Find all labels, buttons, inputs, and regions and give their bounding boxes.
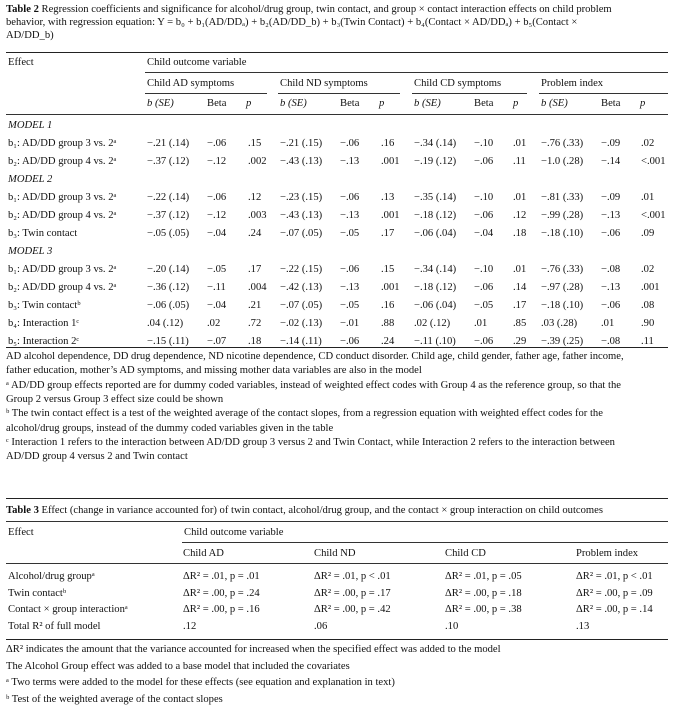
table2-row-effect: b₂: AD/DD group 4 vs. 2ᵃ xyxy=(8,282,117,293)
table2-cell: .003 xyxy=(248,210,267,221)
table2-cell: −.04 xyxy=(207,228,227,239)
table3-column-header: Child AD xyxy=(183,548,224,559)
table3-row-effect: Total R² of full model xyxy=(8,620,101,632)
table2-cell: −.34 (.14) xyxy=(414,264,457,275)
table2-group-header: Child CD symptoms xyxy=(414,78,502,89)
table2-group-header: Child AD symptoms xyxy=(147,78,235,89)
table2-cell: −.09 xyxy=(601,192,621,203)
table3-column-header: Problem index xyxy=(576,548,639,559)
table2-cell: −.13 xyxy=(601,282,621,293)
table2-cell: −.05 xyxy=(207,264,227,275)
table3-row-effect: Twin contactᵇ xyxy=(8,587,67,599)
table2-row-effect: b₁: AD/DD group 3 vs. 2ᵃ xyxy=(8,138,117,149)
table2-cell: −.06 xyxy=(474,210,494,221)
table2-cell: −.04 xyxy=(474,228,494,239)
table3-cell: ΔR² = .01, p = .05 xyxy=(445,571,522,582)
table2-cell: −.18 (.10) xyxy=(541,228,584,239)
table2-row-effect: b₂: AD/DD group 4 vs. 2ᵃ xyxy=(8,156,117,167)
table2-cell: −.11 (.10) xyxy=(414,336,456,347)
table2-cell: .11 xyxy=(513,156,526,167)
table2-cell: −.35 (.14) xyxy=(414,192,457,203)
table2-cell: .18 xyxy=(513,228,527,239)
table2-cell: −.05 xyxy=(474,300,494,311)
table3-note: ᵇ Test of the weighted average of the contact slopes xyxy=(6,693,223,705)
table3-cell: ΔR² = .00, p = .42 xyxy=(314,604,391,615)
table2-cell: .01 xyxy=(513,192,527,203)
table2-group-header: Child ND symptoms xyxy=(280,78,368,89)
table2-note: AD alcohol dependence, DD drug dependence, ND nicotine dependence, CD conduct disorder. Child age, child gender, father age, father income, xyxy=(6,351,624,362)
table3-cell: ΔR² = .01, p < .01 xyxy=(576,571,653,582)
table2-model-label: MODEL 2 xyxy=(8,174,53,185)
table2-cell: −.76 (.33) xyxy=(541,264,584,275)
table2-cell: −.81 (.33) xyxy=(541,192,584,203)
table2-cell: −.12 xyxy=(207,210,227,221)
table2-subheader: p xyxy=(246,98,252,109)
table2-cell: .01 xyxy=(641,192,655,203)
table2-group-header: Problem index xyxy=(541,78,604,89)
table3-note: ᵃ Two terms were added to the model for these effects (see equation and explanation in text) xyxy=(6,677,395,688)
table2-cell: −.37 (.12) xyxy=(147,156,190,167)
table2-subheader: p xyxy=(513,98,519,109)
table2-cell: .29 xyxy=(513,336,527,347)
table2-subheader: p xyxy=(640,98,646,109)
table2-cell: −.06 xyxy=(207,192,227,203)
table2-note: ᵃ AD/DD group effects reported are for dummy coded variables, instead of weighted effect codes with Group 4 as the reference group, so that the xyxy=(6,379,621,391)
table2-group-rule xyxy=(539,93,668,94)
table2-caption-line2: behavior, with regression equation: Y = b₀ + b₁(AD/DDₐ) + b₂(AD/DD_b) + b₃(Twin Contact) + b₄(Contact × AD/DDₐ) + b₅(Contact × xyxy=(6,17,578,28)
table2-caption xyxy=(6,3,668,42)
table3-column-header: Child ND xyxy=(314,548,356,559)
table2-cell: .03 (.28) xyxy=(541,318,578,329)
table3-header-rule xyxy=(6,521,668,522)
table3-row-effect: Alcohol/drug groupᵃ xyxy=(8,571,95,582)
table2-group-rule xyxy=(278,93,400,94)
table3-cell: .10 xyxy=(445,620,459,632)
table2-cell: −.43 (.13) xyxy=(280,156,323,167)
table2-subheader: p xyxy=(379,98,385,109)
table2-cell: −.13 xyxy=(340,282,360,293)
table3-cell: ΔR² = .01, p < .01 xyxy=(314,571,391,582)
table2-cell: −.07 xyxy=(207,336,227,347)
table2-cell: −.07 (.05) xyxy=(280,228,323,239)
table2-cell: −.18 (.12) xyxy=(414,210,457,221)
table2-cell: .24 xyxy=(248,228,262,239)
table2-model-label: MODEL 3 xyxy=(8,246,53,257)
table2-cell: −.07 (.05) xyxy=(280,300,323,311)
table2-cell: −.05 (.05) xyxy=(147,228,190,239)
table2-cell: −.18 (.12) xyxy=(414,282,457,293)
table2-cell: −.18 (.10) xyxy=(541,300,584,311)
table2-cell: .01 xyxy=(601,318,615,329)
table2-row-effect: b₅: Interaction 2ᶜ xyxy=(8,336,80,347)
table2-row-effect: b₃: Twin contactᵇ xyxy=(8,300,81,311)
table2-cell: −.08 xyxy=(601,264,621,275)
table2-row-effect: b₁: AD/DD group 3 vs. 2ᵃ xyxy=(8,192,117,203)
table2-cell: −.06 xyxy=(340,336,360,347)
table2-cell: −.06 xyxy=(474,336,494,347)
table3-outcome-rule xyxy=(182,542,668,543)
table2-cell: .16 xyxy=(381,300,395,311)
table2-cell: −.06 (.04) xyxy=(414,228,457,239)
table2-cell: −.02 (.13) xyxy=(280,318,323,329)
table2-subheader: Beta xyxy=(207,98,227,109)
table2-subheader: Beta xyxy=(340,98,360,109)
table2-subheader: b (SE) xyxy=(541,98,568,109)
table2-cell: .08 xyxy=(641,300,655,311)
table2-cell: .18 xyxy=(248,336,262,347)
table2-cell: −.10 xyxy=(474,264,494,275)
table2-cell: −.37 (.12) xyxy=(147,210,190,221)
table2-cell: .15 xyxy=(248,138,262,149)
table2-subheader: Beta xyxy=(474,98,494,109)
table2-cell: .02 xyxy=(641,138,655,149)
table2-cell: −.36 (.12) xyxy=(147,282,190,293)
table2-cell: −.06 xyxy=(340,192,360,203)
table2-cell: .09 xyxy=(641,228,655,239)
table3-cell: .13 xyxy=(576,620,590,632)
table2-cell: .12 xyxy=(248,192,262,203)
table3-caption-text: Effect (change in variance accounted for) of twin contact, alcohol/drug group, and the contact × group interaction on child outcomes xyxy=(41,505,603,516)
table3-column-header: Child CD xyxy=(445,548,486,559)
table3-cell: ΔR² = .00, p = .17 xyxy=(314,587,391,599)
table2-cell: −.06 xyxy=(340,264,360,275)
table2-cell: −.20 (.14) xyxy=(147,264,190,275)
table2-subheader-rule xyxy=(6,114,668,115)
table2-row-effect: b₁: AD/DD group 3 vs. 2ᵃ xyxy=(8,264,117,275)
table2-caption-line3: AD/DD_b) xyxy=(6,30,54,41)
table2-note: ᵇ The twin contact effect is a test of the weighted average of the contact slopes, from a regression equation with weighted effect codes for the xyxy=(6,408,603,420)
table3-note: ΔR² indicates the amount that the variance accounted for increased when the specified effect was added to the model xyxy=(6,644,501,655)
table2-cell: −.76 (.33) xyxy=(541,138,584,149)
table2-cell: −.39 (.25) xyxy=(541,336,584,347)
table2-effect-header: Effect xyxy=(8,57,34,68)
table2-cell: −.43 (.13) xyxy=(280,210,323,221)
table2-cell: −.06 xyxy=(474,282,494,293)
table3-cell: ΔR² = .01, p = .01 xyxy=(183,571,260,582)
table2-cell: −.06 xyxy=(474,156,494,167)
table2-cell: −.42 (.13) xyxy=(280,282,323,293)
table2-cell: −.10 xyxy=(474,192,494,203)
table2-model-label: MODEL 1 xyxy=(8,120,53,131)
table2-cell: .21 xyxy=(248,300,262,311)
table2-cell: −.06 xyxy=(340,138,360,149)
table2-cell: −1.0 (.28) xyxy=(541,156,584,167)
table2-cell: −.14 (.11) xyxy=(280,336,322,347)
table2-cell: .88 xyxy=(381,318,395,329)
table3-cell: ΔR² = .00, p = .09 xyxy=(576,587,653,599)
table3-row-effect: Contact × group interactionᵃ xyxy=(8,604,128,615)
table2-outcome-header: Child outcome variable xyxy=(147,57,247,68)
table2-cell: −.04 xyxy=(207,300,227,311)
table2-cell: −.05 xyxy=(340,300,360,311)
table2-row-effect: b₂: AD/DD group 4 vs. 2ᵃ xyxy=(8,210,117,221)
table2-cell: .15 xyxy=(381,264,395,275)
table2-subheader: Beta xyxy=(601,98,621,109)
table2-cell: .14 xyxy=(513,282,527,293)
table2-cell: −.06 xyxy=(601,228,621,239)
table2-cell: −.10 xyxy=(474,138,494,149)
table2-cell: −.06 (.04) xyxy=(414,300,457,311)
table3-note: The Alcohol Group effect was added to a base model that included the covariates xyxy=(6,660,350,672)
table2-cell: −.14 xyxy=(601,156,621,167)
table2-cell: <.001 xyxy=(641,156,666,167)
table2-cell: .002 xyxy=(248,156,267,167)
table2-cell: −.34 (.14) xyxy=(414,138,457,149)
table2-cell: .001 xyxy=(381,156,400,167)
table3-caption-label: Table 3 xyxy=(6,505,39,516)
table2-cell: .17 xyxy=(381,228,395,239)
table2-cell: .85 xyxy=(513,318,527,329)
table2-cell: −.01 xyxy=(340,318,360,329)
table3-cell: ΔR² = .00, p = .18 xyxy=(445,587,522,599)
table2-cell: −.06 (.05) xyxy=(147,300,190,311)
table2-note: Group 2 versus Group 3 effect size could be shown xyxy=(6,393,224,405)
table3-bottom-rule xyxy=(6,639,668,640)
table2-cell: −.12 xyxy=(207,156,227,167)
table3-cell: .06 xyxy=(314,620,328,632)
table2-cell: −.15 (.11) xyxy=(147,336,189,347)
table2-cell: −.99 (.28) xyxy=(541,210,584,221)
table2-cell: .24 xyxy=(381,336,395,347)
table2-cell: −.19 (.12) xyxy=(414,156,457,167)
table3-cell: ΔR² = .00, p = .16 xyxy=(183,604,260,615)
table2-cell: .01 xyxy=(474,318,488,329)
table2-subheader: b (SE) xyxy=(414,98,441,109)
table3-cell: ΔR² = .00, p = .14 xyxy=(576,604,653,615)
table2-bottom-rule xyxy=(6,347,668,348)
table2-cell: −.13 xyxy=(340,156,360,167)
table2-group-rule xyxy=(145,93,267,94)
table2-cell: −.21 (.15) xyxy=(280,138,323,149)
table2-cell: −.06 xyxy=(207,138,227,149)
table2-cell: .001 xyxy=(641,282,660,293)
table3-caption xyxy=(6,504,668,517)
table2-cell: .17 xyxy=(248,264,262,275)
table2-subheader: b (SE) xyxy=(280,98,307,109)
table2-cell: .01 xyxy=(513,138,527,149)
table2-cell: −.22 (.14) xyxy=(147,192,190,203)
table2-group-rule xyxy=(412,93,527,94)
table2-cell: .11 xyxy=(641,336,654,347)
table2-subheader: b (SE) xyxy=(147,98,174,109)
table2-caption-line1: Regression coefficients and significance for alcohol/drug group, twin contact, and group × contact interaction effects on child problem xyxy=(41,4,612,15)
table2-cell: .90 xyxy=(641,318,655,329)
table2-cell: .16 xyxy=(381,138,395,149)
table2-row-effect: b₃: Twin contact xyxy=(8,228,78,239)
table2-cell: .001 xyxy=(381,210,400,221)
table2-cell: −.97 (.28) xyxy=(541,282,584,293)
table3-effect-header: Effect xyxy=(8,527,34,538)
table2-cell: −.09 xyxy=(601,138,621,149)
table3-outcome-header: Child outcome variable xyxy=(184,527,284,538)
table2-cell: −.13 xyxy=(601,210,621,221)
table2-cell: .17 xyxy=(513,300,527,311)
table2-caption-label: Table 2 xyxy=(6,4,39,15)
table2-cell: .72 xyxy=(248,318,262,329)
table2-cell: −.05 xyxy=(340,228,360,239)
table3-cell: .12 xyxy=(183,620,197,632)
table2-cell: .13 xyxy=(381,192,395,203)
table2-cell: .12 xyxy=(513,210,527,221)
table2-cell: −.21 (.14) xyxy=(147,138,190,149)
table2-cell: .02 xyxy=(641,264,655,275)
table2-outcome-rule xyxy=(145,72,668,73)
table3-top-rule xyxy=(6,498,668,499)
table2-cell: −.13 xyxy=(340,210,360,221)
table2-cell: −.06 xyxy=(601,300,621,311)
table2-row-effect: b₄: Interaction 1ᶜ xyxy=(8,318,80,329)
table2-cell: .02 (.12) xyxy=(414,318,451,329)
table2-cell: −.11 xyxy=(207,282,226,293)
table3-col-rule xyxy=(6,563,668,564)
table2-cell: −.08 xyxy=(601,336,621,347)
table2-note: ᶜ Interaction 1 refers to the interaction between AD/DD group 3 versus 2 and Twin Contact, while Interaction 2 refers to the interaction between xyxy=(6,436,615,448)
table2-cell: <.001 xyxy=(641,210,666,221)
table2-note: AD/DD group 4 versus 2 and Twin contact xyxy=(6,451,188,463)
table3-cell: ΔR² = .00, p = .24 xyxy=(183,587,260,599)
table2-note: father education, mother’s AD symptoms, and missing mother data variables are also in the model xyxy=(6,365,422,377)
table2-cell: −.22 (.15) xyxy=(280,264,323,275)
table2-cell: −.23 (.15) xyxy=(280,192,323,203)
table2-cell: .001 xyxy=(381,282,400,293)
table2-cell: .02 xyxy=(207,318,221,329)
table2-cell: .004 xyxy=(248,282,267,293)
table2-note: alcohol/drug groups, instead of the dummy coded variables given in the table xyxy=(6,422,334,434)
table2-top-rule xyxy=(6,52,668,53)
table3-cell: ΔR² = .00, p = .38 xyxy=(445,604,522,615)
table2-cell: .01 xyxy=(513,264,527,275)
table2-cell: .04 (.12) xyxy=(147,318,184,329)
